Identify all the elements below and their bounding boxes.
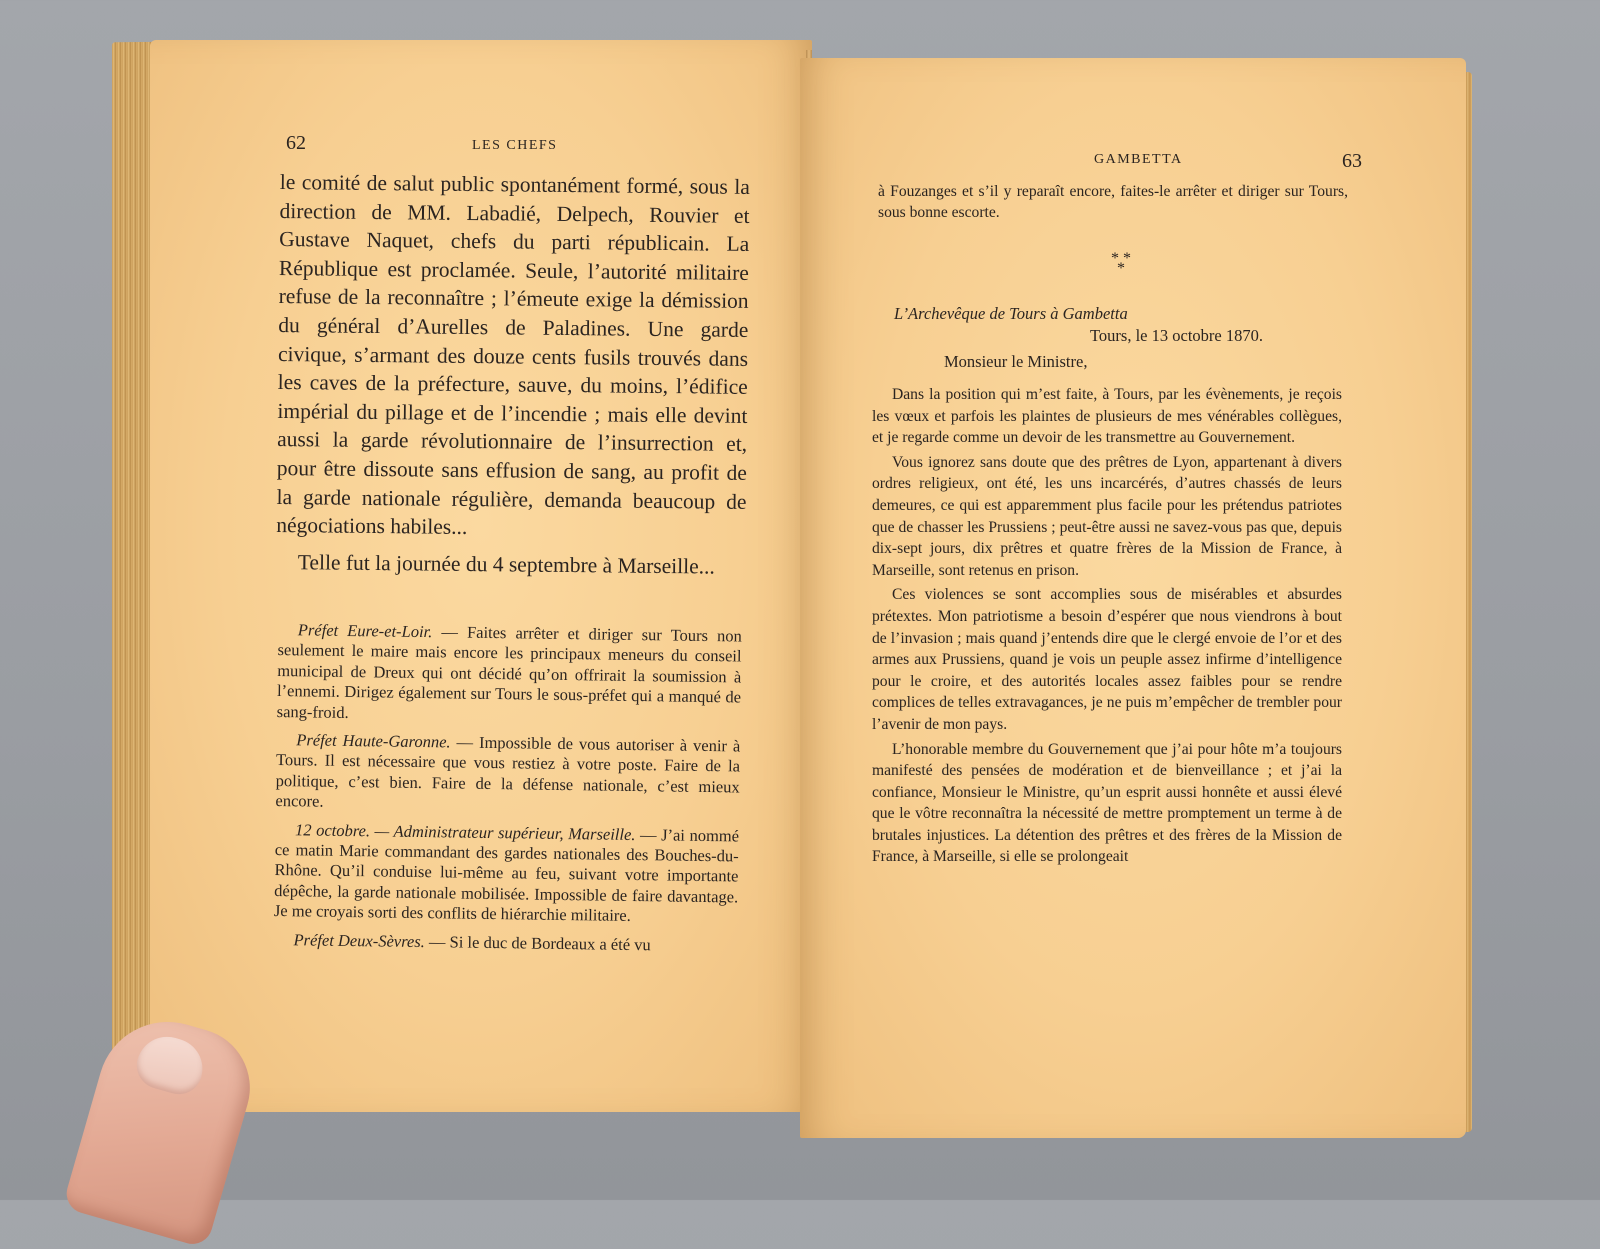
running-head-right: GAMBETTA	[1094, 152, 1183, 167]
letter-paragraph: Dans la position qui m’est faite, à Tours, par les évènements, je reçois les vœux et parfois les plaintes de plusieurs de mes vénérables collègues, et je regarde comme un devoir de les transmettre au Gouvernement.	[872, 386, 1342, 447]
left-page	[150, 40, 812, 1112]
letter-heading: L’Archevêque de Tours à Gambetta	[894, 304, 1128, 323]
dispatch-item	[274, 820, 739, 928]
page-number-left: 62	[286, 132, 306, 154]
dispatch-text: — Si le duc de Bordeaux a été vu	[424, 931, 651, 954]
letter-paragraph: Vous ignorez sans doute que des prêtres de Lyon, appartenant à divers ordres religieux, ont été, les uns incarcérés, d’autres chassés de leurs demeures, ce qui est apparemment plus facile pour les prétendus patriotes que de chasser les Prussiens ; peut-être aussi ne savez-vous pas que, depuis dix-sept jours, dix prêtres et quatre frères de la Mission de France, à Marseille, sont retenus en prison.	[872, 453, 1342, 579]
dispatch-label: Préfet Deux-Sèvres.	[293, 929, 425, 951]
dispatch-text: — Faites arrêter et diriger sur Tours non seulement le maire mais encore les principaux meneurs du conseil municipal de Dreux qui ont décidé qu’on offrirait la soumission à l’ennemi. Dirigez également sur Tours le sous-préfet qui a manqué de sang-froid.	[276, 622, 742, 722]
closing-line: Telle fut la journée du 4 septembre à Marseille...	[297, 549, 715, 579]
dispatch-item	[277, 620, 742, 728]
dispatch-text: — J’ai nommé ce matin Marie commandant des gardes nationales des Bouches-du-Rhône. Qu’il conduise lui-même au feu, suivant votre importante dépêche, la garde nationale mobilisée. Impossible de faire davantage. Je me croyais sorti des conflits de hiérarchie militaire.	[273, 824, 740, 926]
dispatch-label: 12 octobre. — Administrateur supérieur, Marseille.	[294, 819, 636, 844]
continuation-text: à Fouzanges et s’il y reparaît encore, faites-le arrêter et diriger sur Tours, sous bonne escorte.	[878, 183, 1348, 221]
thumbnail-nail	[131, 1030, 209, 1100]
main-text-left	[276, 168, 750, 581]
running-head-left: LES CHEFS	[472, 138, 558, 153]
dispatch-item	[273, 930, 737, 957]
letter-body	[872, 384, 1342, 871]
dispatch-label: Préfet Haute-Garonne.	[296, 730, 451, 752]
page-number-right: 63	[1342, 150, 1362, 172]
dispatch-text: — Impossible de vous autoriser à venir à Tours. Il est nécessaire que vous restiez à votre poste. Faire de la politique, c’est bien. Faire de la défense nationale, c’est mieux encore.	[275, 732, 741, 811]
letter-paragraph: Ces violences se sont accomplies sous de misérables et absurdes prétextes. Mon patriotisme a besoin d’espérer que nous viendrons à bout de l’invasion ; mais quand j’entends dire que le clergé envoie de l’or et des armes aux Prussiens, quand je vois un peuple assez infirme d’intelligence pour le croire, et des autorités locales assez faibles pour se rendre complices de telles extravagances, je ne puis m’empêcher de trembler pour l’avenir de mon pays.	[872, 586, 1342, 733]
dispatch-item	[275, 730, 740, 818]
letter-date: Tours, le 13 octobre 1870.	[1090, 326, 1263, 345]
asterism-ornament: * * *	[1111, 250, 1131, 277]
letter-paragraph: L’honorable membre du Gouvernement que j’ai pour hôte m’a toujours manifesté des pensées de modération et de bienveillance ; et j’ai la confiance, Monsieur le Ministre, qu’un esprit aussi honnête et aussi élevé que le vôtre reconnaîtra la nécessité de mettre promptement un terme à de brutales injustices. La détention des prêtres et des frères de la Mission de France, à Marseille, si elle se prolongeait	[872, 740, 1342, 866]
dispatch-list	[273, 620, 742, 965]
dispatch-label: Préfet Eure-et-Loir.	[297, 620, 433, 642]
letter-salutation: Monsieur le Ministre,	[944, 352, 1088, 371]
right-page	[800, 58, 1466, 1138]
main-paragraph: le comité de salut public spontanément formé, sous la direction de MM. Labadié, Delpech, Rouvier et Gustave Naquet, chefs du parti républicain. La République est proclamée. Seule, l’autorité militaire refuse de la reconnaître ; l’émeute exige la démission du général d’Aurelles de Paladines. Une garde civique, s’armant des douze cents fusils trouvés dans les caves de la préfecture, sauve, du moins, l’édifice impérial du pillage et de l’incendie ; mais elle devint aussi la garde révolutionnaire de l’insurrection et, pour être dissoute sans effusion de sang, au profit de la garde nationale régulière, demanda beaucoup de négociations habiles...	[276, 169, 750, 540]
